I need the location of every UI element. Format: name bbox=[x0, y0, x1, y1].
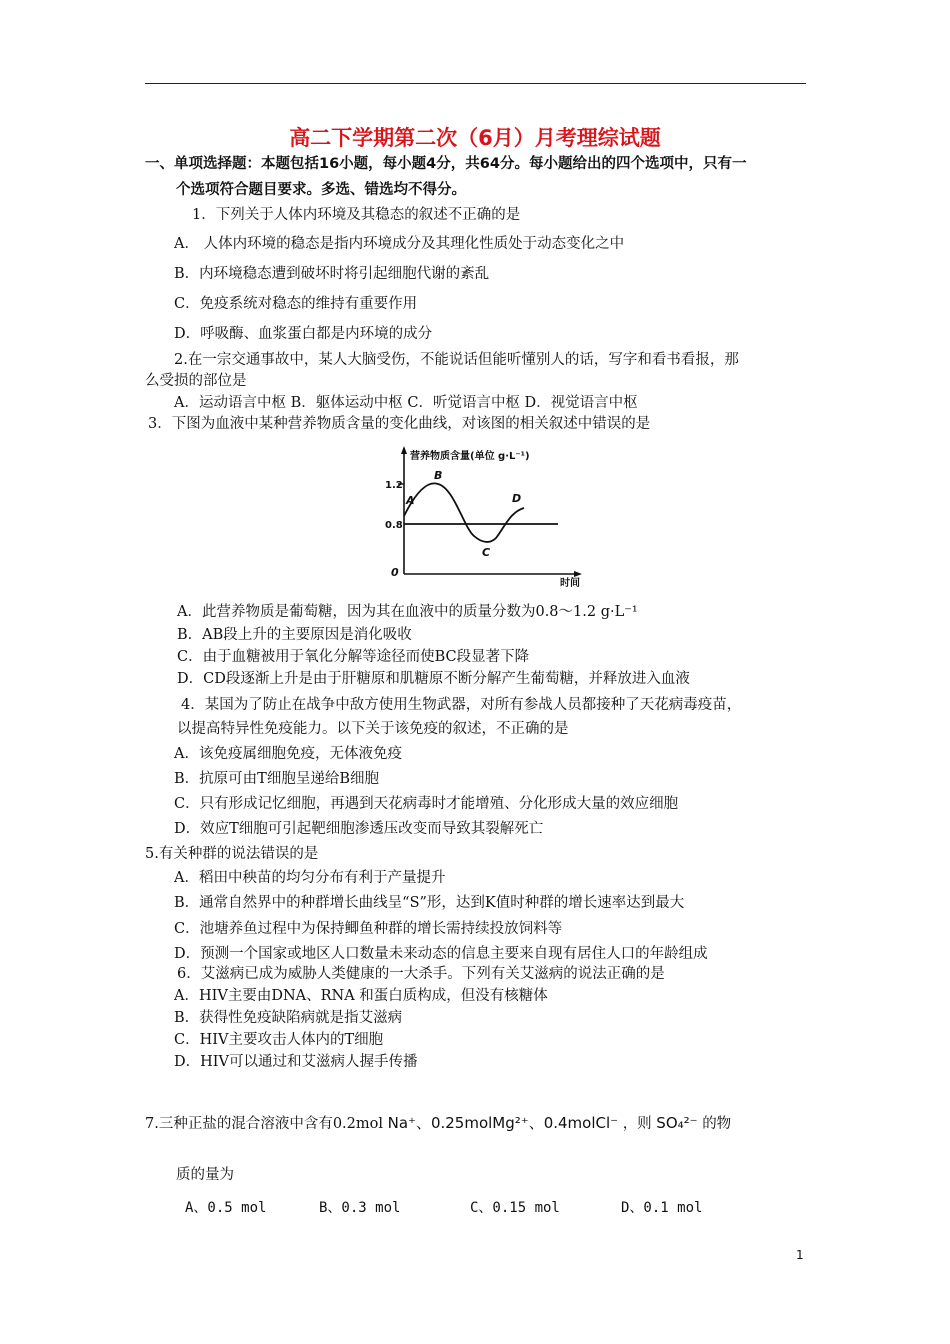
q7-stem-line2: 质的量为 bbox=[176, 1167, 234, 1183]
q2-stem-line1: 2.在一宗交通事故中，某人大脑受伤，不能说话但能听懂别人的话，写字和看书看报，那 bbox=[174, 352, 739, 368]
q1-stem: 1．下列关于人体内环境及其稳态的叙述不正确的是 bbox=[192, 207, 521, 223]
q7-stem-mid: ，则 bbox=[622, 1116, 652, 1132]
graph-tick-1.2: 1.2 bbox=[385, 480, 403, 491]
graph-x-label: 时间 bbox=[560, 578, 580, 588]
exam-title: 高二下学期第二次（6月）月考理综试题 bbox=[289, 126, 661, 150]
graph-point-d: D bbox=[512, 492, 522, 505]
q7-sulfate-formula: SO₄²⁻ bbox=[656, 1114, 698, 1132]
q5-option-d: D．预测一个国家或地区人口数量未来动态的信息主要来自现有居住人口的年龄组成 bbox=[174, 946, 708, 962]
q5-stem: 5.有关种群的说法错误的是 bbox=[145, 846, 319, 862]
q6-option-d: D．HIV可以通过和艾滋病人握手传播 bbox=[174, 1054, 418, 1070]
section-heading-line2: 个选项符合题目要求。多选、错选均不得分。 bbox=[176, 182, 466, 198]
q4-option-a: A．该免疫属细胞免疫，无体液免疫 bbox=[174, 746, 402, 762]
q3-option-a: A．此营养物质是葡萄糖，因为其在血液中的质量分数为0.8～1.2 g·L⁻¹ bbox=[177, 604, 638, 620]
q3-option-c: C．由于血糖被用于氧化分解等途径而使BC段显著下降 bbox=[177, 649, 530, 665]
graph-origin: 0 bbox=[391, 566, 399, 579]
q7-stem-line1 bbox=[145, 1112, 731, 1133]
q7-option-c: C、0.15 mol bbox=[470, 1200, 560, 1216]
q2-stem-line2: 么受损的部位是 bbox=[145, 373, 247, 389]
graph-y-label: 营养物质含量(单位 g·L⁻¹) bbox=[410, 451, 530, 462]
q1-option-a: A． 人体内环境的稳态是指内环境成分及其理化性质处于动态变化之中 bbox=[174, 236, 625, 252]
graph-point-b: B bbox=[434, 469, 443, 482]
q6-stem: 6．艾滋病已成为威胁人类健康的一大杀手。下列有关艾滋病的说法正确的是 bbox=[177, 966, 665, 982]
q2-options: A．运动语言中枢 B．躯体运动中枢 C．听觉语言中枢 D．视觉语言中枢 bbox=[174, 395, 638, 411]
x-axis-arrow bbox=[574, 571, 582, 577]
q5-option-a: A．稻田中秧苗的均匀分布有利于产量提升 bbox=[174, 870, 446, 886]
q6-option-c: C．HIV主要攻击人体内的T细胞 bbox=[174, 1032, 384, 1048]
q6-option-b: B．获得性免疫缺陷病就是指艾滋病 bbox=[174, 1010, 403, 1026]
graph-point-c: C bbox=[482, 546, 491, 559]
q1-option-d: D．呼吸酶、血浆蛋白都是内环境的成分 bbox=[174, 326, 433, 342]
q7-option-a: A、0.5 mol bbox=[185, 1200, 267, 1216]
q7-ions-formula: Na⁺、0.25molMg²⁺、0.4molCl⁻ bbox=[387, 1114, 619, 1132]
q1-option-c: C．免疫系统对稳态的维持有重要作用 bbox=[174, 296, 418, 312]
q4-stem-line2: 以提高特异性免疫能力。以下关于该免疫的叙述，不正确的是 bbox=[177, 721, 569, 737]
q3-option-b: B．AB段上升的主要原因是消化吸收 bbox=[177, 627, 412, 643]
q6-option-a: A．HIV主要由DNA、RNA 和蛋白质构成，但没有核糖体 bbox=[174, 988, 548, 1004]
q7-option-d: D、0.1 mol bbox=[621, 1200, 703, 1216]
header-rule bbox=[145, 83, 806, 84]
q4-option-d: D．效应T细胞可引起靶细胞渗透压改变而导致其裂解死亡 bbox=[174, 821, 544, 837]
q4-option-c: C．只有形成记忆细胞，再遇到天花病毒时才能增殖、分化形成大量的效应细胞 bbox=[174, 796, 679, 812]
nutrient-curve-graph bbox=[380, 444, 590, 588]
q7-stem-prefix: 7.三种正盐的混合溶液中含有0.2mol bbox=[145, 1116, 384, 1132]
y-axis-arrow bbox=[401, 446, 407, 454]
q7-stem-suffix: 的物 bbox=[702, 1116, 732, 1132]
q7-option-b: B、0.3 mol bbox=[319, 1200, 401, 1216]
section-heading-line1: 一、单项选择题：本题包括16小题，每小题4分，共64分。每小题给出的四个选项中，只有一 bbox=[145, 156, 747, 172]
page-number: 1 bbox=[796, 1248, 804, 1262]
nutrient-curve bbox=[404, 483, 524, 542]
graph-point-a: A bbox=[406, 494, 415, 507]
q4-option-b: B．抗原可由T细胞呈递给B细胞 bbox=[174, 771, 379, 787]
q4-stem-line1: 4．某国为了防止在战争中敌方使用生物武器，对所有参战人员都接种了天花病毒疫苗， bbox=[181, 697, 742, 713]
q1-option-b: B．内环境稳态遭到破坏时将引起细胞代谢的紊乱 bbox=[174, 266, 490, 282]
q5-option-c: C．池塘养鱼过程中为保持鲫鱼种群的增长需持续投放饲料等 bbox=[174, 921, 563, 937]
q3-stem: 3．下图为血液中某种营养物质含量的变化曲线，对该图的相关叙述中错误的是 bbox=[148, 416, 651, 432]
graph-tick-0.8: 0.8 bbox=[385, 520, 403, 531]
q3-option-d: D．CD段逐渐上升是由于肝糖原和肌糖原不断分解产生葡萄糖，并释放进入血液 bbox=[177, 671, 690, 687]
q5-option-b: B．通常自然界中的种群增长曲线呈“S”形，达到K值时种群的增长速率达到最大 bbox=[174, 895, 685, 911]
